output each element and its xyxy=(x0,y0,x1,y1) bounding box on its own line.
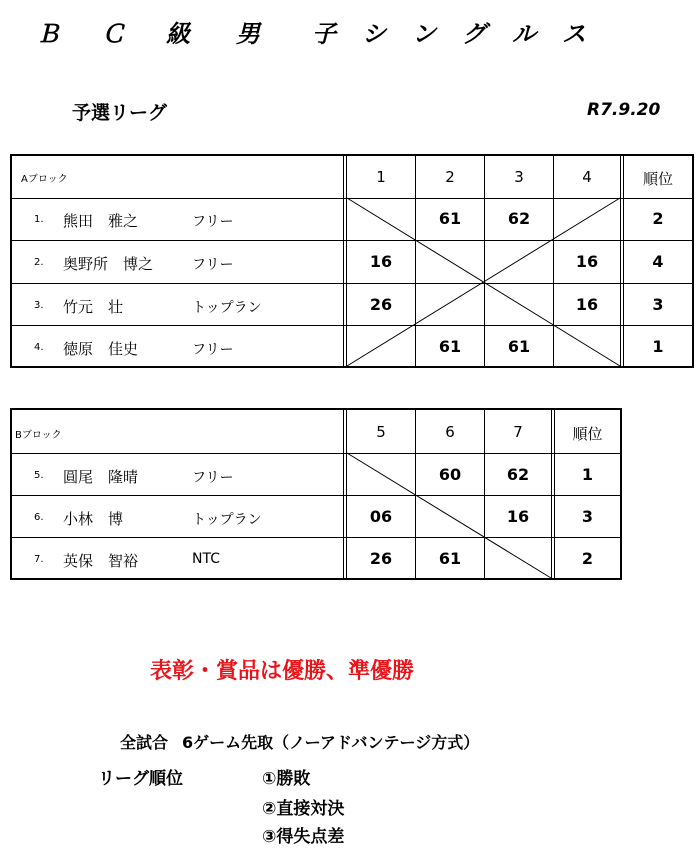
column-header: 3 xyxy=(514,168,524,186)
score-cell: 62 xyxy=(506,465,530,484)
player-name: 徳原 佳史 xyxy=(63,340,139,358)
rank-cell: 3 xyxy=(652,295,664,314)
column-header: 7 xyxy=(513,423,523,441)
player-number: 4. xyxy=(34,342,44,353)
block-a-table xyxy=(10,154,694,368)
event-date: R7.9.20 xyxy=(587,100,661,120)
column-header: 1 xyxy=(376,168,386,186)
title-char: ン xyxy=(412,20,436,48)
score-cell: 06 xyxy=(369,507,393,526)
match-label: 全試合 xyxy=(120,733,169,752)
column-header: 4 xyxy=(582,168,592,186)
rank-criterion: ②直接対決 xyxy=(262,799,345,819)
rank-cell: 2 xyxy=(581,549,594,568)
player-club: フリー xyxy=(192,470,234,486)
player-club: フリー xyxy=(192,214,234,230)
player-name: 小林 博 xyxy=(63,510,124,528)
block-label: Bブロック xyxy=(15,430,62,441)
player-number: 1. xyxy=(34,214,44,225)
title-char: Ｂ xyxy=(36,20,60,48)
score-cell: 16 xyxy=(369,252,393,271)
rank-cell: 4 xyxy=(652,252,664,271)
block-b-table xyxy=(10,408,622,580)
player-name: 竹元 壮 xyxy=(63,298,124,316)
player-club: トップラン xyxy=(192,300,262,316)
column-header: 5 xyxy=(376,423,386,441)
score-cell: 26 xyxy=(369,549,393,568)
stage-heading: 予選リーグ xyxy=(72,102,168,124)
score-cell: 62 xyxy=(507,209,531,228)
score-cell: 16 xyxy=(506,507,530,526)
player-number: 7. xyxy=(34,554,44,565)
score-cell: 61 xyxy=(507,337,531,356)
title-char: グ xyxy=(462,20,486,48)
title-char: Ｃ xyxy=(101,20,125,48)
award-notice: 表彰・賞品は優勝、準優勝 xyxy=(150,659,415,684)
player-number: 2. xyxy=(34,257,44,268)
rank-cell: 3 xyxy=(581,507,594,526)
column-header: 6 xyxy=(445,423,455,441)
title-char: 子 xyxy=(312,20,336,48)
match-format: 6ゲーム先取（ノーアドバンテージ方式） xyxy=(182,733,480,752)
rank-cell: 1 xyxy=(652,337,664,356)
player-number: 3. xyxy=(34,300,44,311)
title-char: 男 xyxy=(236,20,260,48)
rank-header: 順位 xyxy=(642,170,673,188)
rank-criterion: ③得失点差 xyxy=(262,827,345,847)
score-cell: 16 xyxy=(575,295,599,314)
rank-cell: 2 xyxy=(652,209,664,228)
block-label: Aブロック xyxy=(21,174,68,185)
player-name: 熊田 雅之 xyxy=(63,212,139,230)
rank-criterion: ①勝敗 xyxy=(262,769,311,789)
match-format-line xyxy=(120,730,479,753)
title-char: 級 xyxy=(166,20,190,48)
title-char: ル xyxy=(512,20,536,48)
rank-cell: 1 xyxy=(581,465,594,484)
player-number: 5. xyxy=(34,470,44,481)
title-char: ス xyxy=(562,20,586,48)
player-name: 奥野所 博之 xyxy=(63,255,154,273)
player-name: 圓尾 隆晴 xyxy=(63,468,139,486)
player-club: フリー xyxy=(192,257,234,273)
score-cell: 61 xyxy=(438,549,462,568)
score-cell: 61 xyxy=(438,337,462,356)
player-club: トップラン xyxy=(192,512,262,528)
player-name: 英保 智裕 xyxy=(63,552,139,570)
score-cell: 26 xyxy=(369,295,393,314)
player-club: フリー xyxy=(192,342,234,358)
title-char: シ xyxy=(362,20,386,48)
rank-header: 順位 xyxy=(572,425,603,443)
score-cell: 60 xyxy=(438,465,462,484)
page-title xyxy=(0,14,700,50)
league-rank-label: リーグ順位 xyxy=(98,769,183,789)
player-club: NTC xyxy=(192,551,220,567)
player-number: 6. xyxy=(34,512,44,523)
column-header: 2 xyxy=(445,168,455,186)
score-cell: 61 xyxy=(438,209,462,228)
score-cell: 16 xyxy=(575,252,599,271)
